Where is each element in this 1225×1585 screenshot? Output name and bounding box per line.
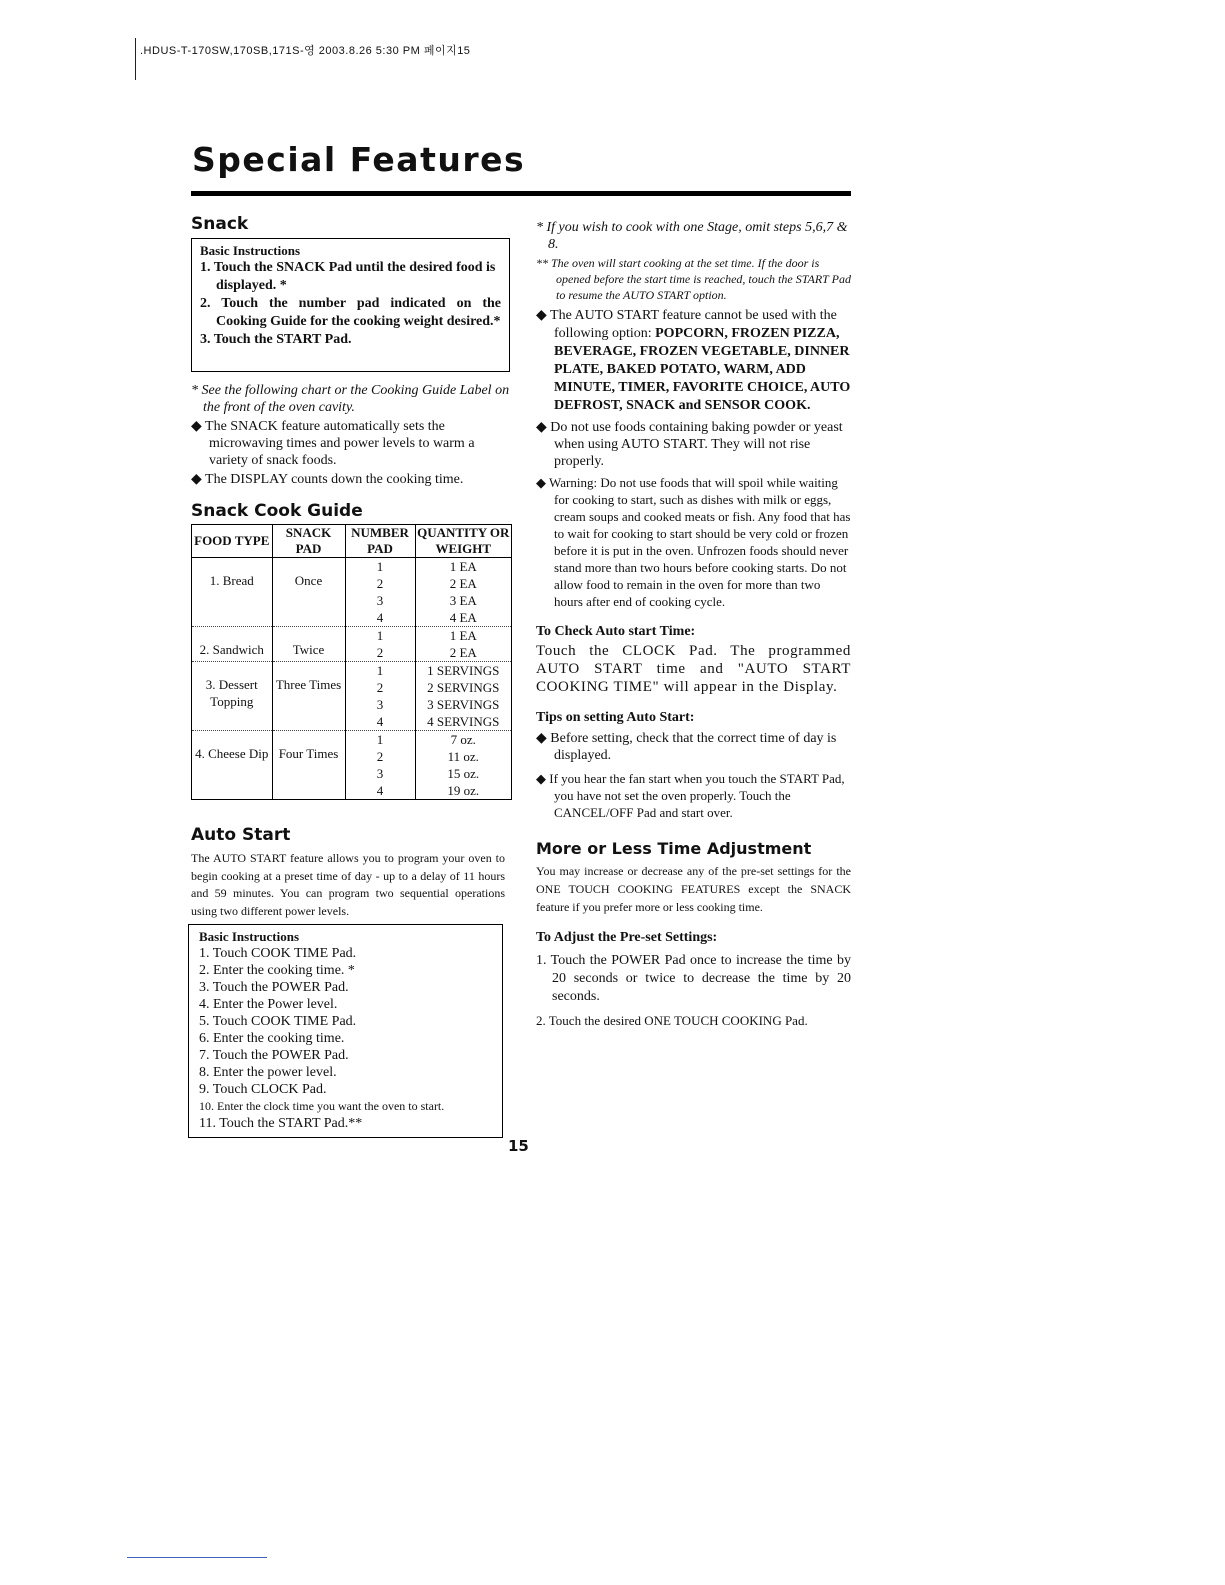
number-pad-cell: 1 — [345, 662, 415, 680]
quantity-cell: 1 SERVINGS — [415, 662, 511, 680]
number-pad-cell: 1 — [345, 627, 415, 645]
snack-pad-cell: Once — [272, 558, 345, 627]
col-food-type: FOOD TYPE — [192, 525, 272, 558]
snack-guide-heading: Snack Cook Guide — [191, 501, 363, 521]
warning-bullet: ◆ Warning: Do not use foods that will spoil while waiting for cooking to start, such as dishes with milk or eggs, cream soups and cooked meats or fish. Any food that has to wait for cooking to start should be very cold or frozen before it is put in the oven. Unfrozen foods should never stand more than two hours before cooking starts. Do not allow food to remain in the oven for more than two hours after end of cooking cycle. — [536, 475, 851, 609]
snack-box-title: Basic Instructions — [200, 243, 301, 258]
number-pad-cell: 2 — [345, 679, 415, 696]
snack-pad-cell: Twice — [272, 627, 345, 662]
check-auto-start-heading: To Check Auto start Time: — [536, 624, 696, 639]
snack-heading: Snack — [191, 214, 249, 234]
auto-start-intro: The AUTO START feature allows you to program your oven to begin cooking at a preset time of day - up to a delay of 11 hours and 59 minutes. You can program two sequential operations using two different power levels. — [191, 851, 505, 918]
adjust-step-1: 1. Touch the POWER Pad once to increase the time by 20 seconds or twice to decrease the time by 20 seconds. — [536, 953, 851, 1004]
number-pad-cell: 2 — [345, 575, 415, 592]
header-margin-bar — [135, 38, 136, 80]
adjust-step-2: 2. Touch the desired ONE TOUCH COOKING Pad. — [536, 1013, 808, 1028]
auto-start-exclusions — [536, 307, 851, 415]
title-rule-thin — [191, 195, 851, 196]
food-type-cell: 2. Sandwich — [192, 627, 272, 662]
exclusions-list: POPCORN, FROZEN PIZZA, BEVERAGE, FROZEN VEGETABLE, DINNER PLATE, BAKED POTATO, WARM, ADD MINUTE, TIMER, FAVORITE CHOICE, AUTO DEFROST, SNACK and SENSOR COOK. — [554, 326, 851, 413]
footer-rule — [127, 1557, 267, 1558]
adjust-heading: To Adjust the Pre-set Settings: — [536, 930, 718, 945]
snack-step-1: 1. Touch the SNACK Pad until the desired food is displayed. * — [200, 260, 496, 293]
number-pad-cell: 2 — [345, 644, 415, 662]
col-snack-pad: SNACK PAD — [272, 525, 345, 558]
page-number: 15 — [508, 1137, 529, 1155]
quantity-cell: 3 EA — [415, 592, 511, 609]
print-header: .HDUS-T-170SW,170SB,171S-영 2003.8.26 5:30 PM 페이지15 — [140, 45, 471, 57]
right-column — [536, 219, 851, 1030]
number-pad-cell: 3 — [345, 592, 415, 609]
more-less-heading: More or Less Time Adjustment — [536, 839, 812, 858]
number-pad-cell: 4 — [345, 782, 415, 799]
food-type-cell: 3. Dessert Topping — [192, 662, 272, 731]
quantity-cell: 4 SERVINGS — [415, 713, 511, 731]
quantity-cell: 1 EA — [415, 558, 511, 576]
quantity-cell: 3 SERVINGS — [415, 696, 511, 713]
table-row — [192, 558, 511, 576]
snack-cook-guide-table — [191, 524, 512, 800]
auto-start-step-8: 8. Enter the power level. — [199, 1065, 337, 1080]
auto-start-step-7: 7. Touch the POWER Pad. — [199, 1048, 349, 1063]
snack-bullet-2: ◆ The DISPLAY counts down the cooking time. — [191, 472, 464, 487]
auto-start-step-10: 10. Enter the clock time you want the oven to start. — [199, 1099, 445, 1113]
quantity-cell: 1 EA — [415, 627, 511, 645]
table-row — [192, 731, 511, 749]
auto-start-step-2: 2. Enter the cooking time. * — [199, 963, 355, 978]
quantity-cell: 7 oz. — [415, 731, 511, 749]
snack-notes — [191, 382, 511, 488]
exclusions-lead: ◆ The AUTO START feature cannot be used with the following option: — [536, 308, 837, 341]
auto-start-heading: Auto Start — [191, 825, 291, 845]
quantity-cell: 2 SERVINGS — [415, 679, 511, 696]
quantity-cell: 11 oz. — [415, 748, 511, 765]
page-title: Special Features — [192, 140, 526, 179]
food-type-cell: 1. Bread — [209, 573, 254, 588]
auto-start-step-11: 11. Touch the START Pad.** — [199, 1116, 363, 1131]
table-row — [192, 627, 511, 645]
number-pad-cell: 3 — [345, 765, 415, 782]
auto-start-step-9: 9. Touch CLOCK Pad. — [199, 1082, 327, 1097]
col-quantity: QUANTITY OR WEIGHT — [415, 525, 511, 558]
auto-start-instructions-box — [188, 924, 503, 1138]
tips-heading: Tips on setting Auto Start: — [536, 710, 695, 725]
more-less-text: You may increase or decrease any of the pre-set settings for the ONE TOUCH COOKING FEATURES except the SNACK feature if you prefer more or less cooking time. — [536, 864, 851, 914]
snack-pad-cell: Three Times — [272, 662, 345, 731]
snack-step-2: 2. Touch the number pad indicated on the Cooking Guide for the cooking weight desired.* — [200, 296, 501, 329]
table-row — [192, 662, 511, 680]
quantity-cell: 15 oz. — [415, 765, 511, 782]
number-pad-cell: 1 — [345, 731, 415, 749]
auto-start-step-4: 4. Enter the Power level. — [199, 997, 338, 1012]
auto-start-step-6: 6. Enter the cooking time. — [199, 1031, 345, 1046]
auto-start-step-3: 3. Touch the POWER Pad. — [199, 980, 349, 995]
number-pad-cell: 3 — [345, 696, 415, 713]
food-type-cell: 4. Cheese Dip — [192, 731, 272, 800]
number-pad-cell: 1 — [345, 558, 415, 576]
quantity-cell: 2 EA — [415, 575, 511, 592]
number-pad-cell: 4 — [345, 609, 415, 627]
quantity-cell: 4 EA — [415, 609, 511, 627]
number-pad-cell: 4 — [345, 713, 415, 731]
snack-pad-cell: Four Times — [272, 731, 345, 800]
quantity-cell: 19 oz. — [415, 782, 511, 799]
snack-step-3: 3. Touch the START Pad. — [200, 332, 352, 347]
auto-start-step-5: 5. Touch COOK TIME Pad. — [199, 1014, 357, 1029]
auto-start-step-1: 1. Touch COOK TIME Pad. — [199, 946, 357, 961]
baking-powder-bullet: ◆ Do not use foods containing baking powder or yeast when using AUTO START. They will not rise properly. — [536, 420, 843, 469]
auto-start-box-title: Basic Instructions — [199, 929, 300, 944]
snack-note: * See the following chart or the Cooking Guide Label on the front of the oven cavity. — [191, 383, 510, 415]
tip-2: ◆ If you hear the fan start when you touch the START Pad, you have not set the oven properly. Touch the CANCEL/OFF Pad and start over. — [536, 771, 845, 820]
col-number-pad: NUMBER PAD — [345, 525, 415, 558]
tip-1: ◆ Before setting, check that the correct time of day is displayed. — [536, 731, 837, 763]
quantity-cell: 2 EA — [415, 644, 511, 662]
one-stage-note: * If you wish to cook with one Stage, omit steps 5,6,7 & 8. — [536, 220, 848, 252]
number-pad-cell: 2 — [345, 748, 415, 765]
snack-instructions-box — [191, 238, 510, 372]
snack-bullet-1: ◆ The SNACK feature automatically sets the microwaving times and power levels to warm a variety of snack foods. — [191, 419, 475, 468]
door-opened-note: ** The oven will start cooking at the set time. If the door is opened before the start time is reached, touch the START Pad to resume the AUTO START option. — [536, 256, 851, 302]
check-auto-start-text: Touch the CLOCK Pad. The programmed AUTO START time and "AUTO START COOKING TIME" will appear in the Display. — [536, 643, 851, 695]
